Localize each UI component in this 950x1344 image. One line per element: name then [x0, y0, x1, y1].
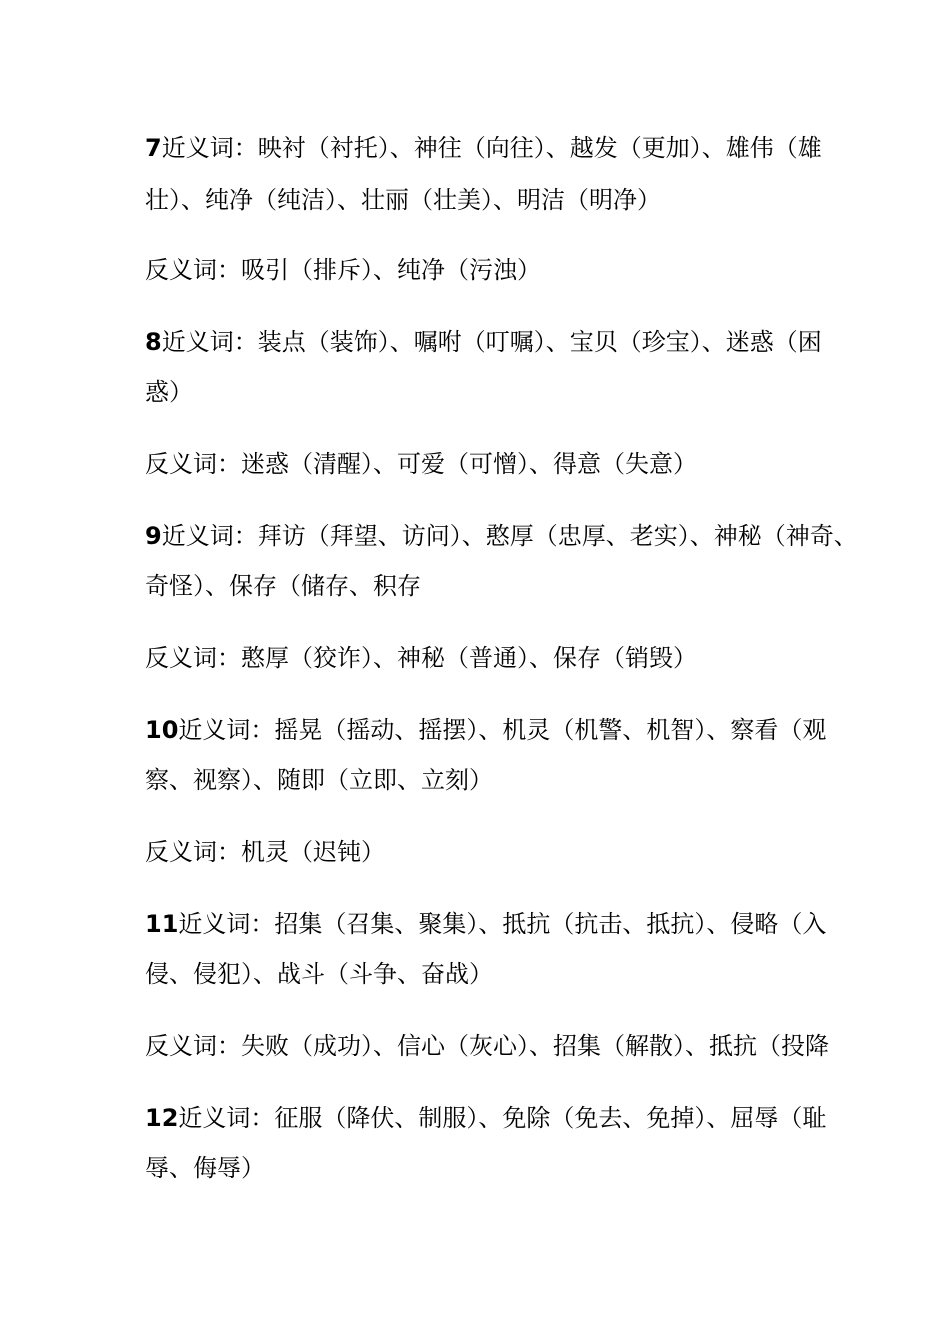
entry-number: 11: [145, 910, 179, 938]
entry-number: 12: [145, 1104, 179, 1132]
entry-12-line-1: [145, 1102, 826, 1134]
entry-text: 近义词：装点（装饰）、嘱咐（叮嘱）、宝贝（珍宝）、迷惑（困: [161, 328, 822, 356]
entry-number: 8: [145, 328, 162, 356]
entry-number: 9: [145, 522, 162, 550]
entry-number: 7: [145, 134, 162, 162]
entry-9-line-2: [145, 570, 421, 602]
entry-text: 反义词：失败（成功）、信心（灰心）、招集（解散）、抵抗（投降: [145, 1032, 829, 1060]
entry-text: 察、视察）、随即（立即、立刻）: [145, 766, 493, 794]
entry-8-line-2: [145, 376, 193, 408]
entry-text: 近义词：摇晃（摇动、摇摆）、机灵（机警、机智）、察看（观: [178, 716, 827, 744]
entry-text: 惑）: [145, 378, 193, 406]
entry-text: 壮）、纯净（纯洁）、壮丽（壮美）、明洁（明净）: [145, 186, 661, 214]
entry-text: 近义词：招集（召集、聚集）、抵抗（抗击、抵抗）、侵略（入: [178, 910, 827, 938]
entry-11-line-2: [145, 958, 493, 990]
entry-10-line-2: [145, 764, 493, 796]
entry-text: 反义词：迷惑（清醒）、可爱（可憎）、得意（失意）: [145, 450, 697, 478]
entry-text: 侵、侵犯）、战斗（斗争、奋战）: [145, 960, 493, 988]
entry-text: 奇怪）、保存（储存、积存: [145, 572, 421, 600]
entry-11-antonyms: [145, 1030, 829, 1062]
entry-9-line-1: [145, 520, 858, 552]
entry-text: 近义词：映衬（衬托）、神往（向往）、越发（更加）、雄伟（雄: [161, 134, 822, 162]
entry-7-antonyms: [145, 254, 541, 286]
entry-11-line-1: [145, 908, 826, 940]
entry-8-line-1: [145, 326, 822, 358]
entry-text: 近义词：征服（降伏、制服）、免除（免去、免掉）、屈辱（耻: [178, 1104, 827, 1132]
entry-text: 近义词：拜访（拜望、访问）、憨厚（忠厚、老实）、神秘（神奇、: [161, 522, 858, 550]
entry-10-line-1: [145, 714, 826, 746]
entry-text: 辱、侮辱）: [145, 1154, 265, 1182]
entry-7-line-2: [145, 184, 661, 216]
entry-7-line-1: [145, 132, 822, 164]
entry-text: 反义词：憨厚（狡诈）、神秘（普通）、保存（销毁）: [145, 644, 697, 672]
entry-9-antonyms: [145, 642, 697, 674]
entry-12-line-2: [145, 1152, 265, 1184]
entry-10-antonyms: [145, 836, 385, 868]
entry-text: 反义词：机灵（迟钝）: [145, 838, 385, 866]
entry-number: 10: [145, 716, 179, 744]
entry-8-antonyms: [145, 448, 697, 480]
entry-text: 反义词：吸引（排斥）、纯净（污浊）: [145, 256, 541, 284]
